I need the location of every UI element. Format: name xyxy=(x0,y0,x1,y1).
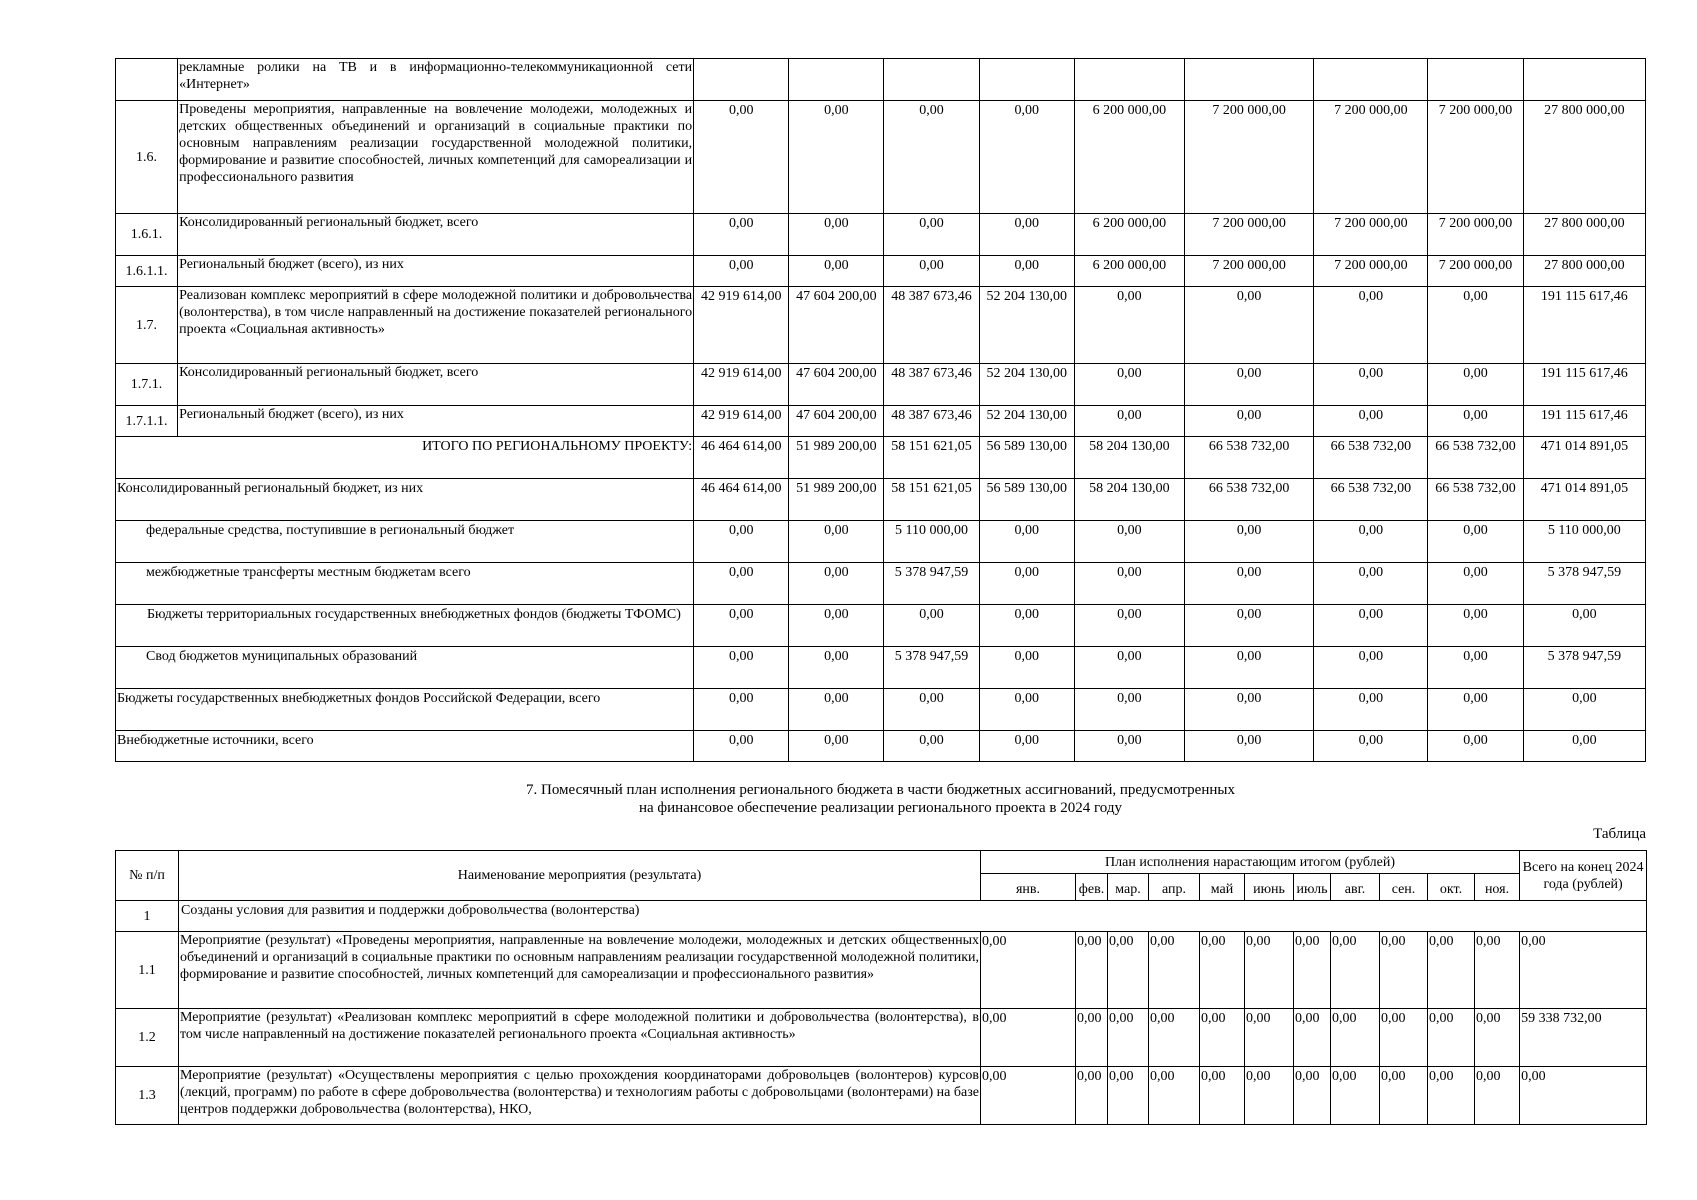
value-cell: 0,00 xyxy=(1475,1009,1520,1067)
row-number: 1.2 xyxy=(116,1009,179,1067)
value-cell: 0,00 xyxy=(979,689,1074,731)
value-cell: 48 387 673,46 xyxy=(884,364,979,406)
table-row xyxy=(116,59,1646,101)
value-cell: 0,00 xyxy=(1428,287,1523,364)
header-total: Всего на конец 2024 года (рублей) xyxy=(1520,851,1647,901)
table-row xyxy=(116,101,1646,214)
section-row xyxy=(116,901,1647,932)
row-number: 1.7.1.1. xyxy=(116,406,178,437)
value-cell: 0,00 xyxy=(1380,1009,1428,1067)
value-cell: 42 919 614,00 xyxy=(694,364,789,406)
value-cell: 66 538 732,00 xyxy=(1185,479,1314,521)
total-value: 58 151 621,05 xyxy=(884,437,979,479)
month-header: май xyxy=(1200,874,1245,901)
value-cell: 0,00 xyxy=(694,689,789,731)
value-cell: 0,00 xyxy=(884,214,979,256)
value-cell: 5 110 000,00 xyxy=(884,521,979,563)
value-cell xyxy=(1314,59,1428,101)
total-cell: 59 338 732,00 xyxy=(1520,1009,1647,1067)
value-cell: 0,00 xyxy=(694,605,789,647)
month-header: июнь xyxy=(1245,874,1294,901)
value-cell: 6 200 000,00 xyxy=(1074,214,1184,256)
total-cell: 0,00 xyxy=(1520,1067,1647,1125)
budget-label: Бюджеты государственных внебюджетных фондов Российской Федерации, всего xyxy=(116,689,694,731)
value-cell: 47 604 200,00 xyxy=(789,364,884,406)
value-cell: 46 464 614,00 xyxy=(694,479,789,521)
value-cell xyxy=(789,59,884,101)
total-value: 471 014 891,05 xyxy=(1523,437,1645,479)
month-header: ноя. xyxy=(1475,874,1520,901)
total-row xyxy=(116,437,1646,479)
value-cell: 42 919 614,00 xyxy=(694,287,789,364)
value-cell: 0,00 xyxy=(1245,932,1294,1009)
value-cell: 0,00 xyxy=(1074,647,1184,689)
month-header: янв. xyxy=(981,874,1076,901)
value-cell: 0,00 xyxy=(789,101,884,214)
value-cell: 0,00 xyxy=(789,731,884,762)
month-header: фев. xyxy=(1076,874,1108,901)
value-cell: 52 204 130,00 xyxy=(979,287,1074,364)
value-cell: 0,00 xyxy=(1314,731,1428,762)
table-row xyxy=(116,364,1646,406)
value-cell: 0,00 xyxy=(979,256,1074,287)
value-cell: 0,00 xyxy=(1074,406,1184,437)
value-cell: 0,00 xyxy=(694,214,789,256)
value-cell: 0,00 xyxy=(1074,364,1184,406)
value-cell: 0,00 xyxy=(694,521,789,563)
value-cell: 0,00 xyxy=(1428,689,1523,731)
row-number: 1.1 xyxy=(116,932,179,1009)
month-header: сен. xyxy=(1380,874,1428,901)
value-cell: 0,00 xyxy=(1314,406,1428,437)
budget-row xyxy=(116,605,1646,647)
table-row xyxy=(116,1067,1647,1125)
value-cell xyxy=(1185,59,1314,101)
value-cell: 0,00 xyxy=(1314,689,1428,731)
value-cell: 56 589 130,00 xyxy=(979,479,1074,521)
value-cell: 6 200 000,00 xyxy=(1074,256,1184,287)
value-cell: 0,00 xyxy=(884,101,979,214)
total-cell: 0,00 xyxy=(1520,932,1647,1009)
budget-label: Свод бюджетов муниципальных образований xyxy=(116,647,694,689)
value-cell: 52 204 130,00 xyxy=(979,364,1074,406)
value-cell: 0,00 xyxy=(1523,605,1645,647)
budget-label: федеральные средства, поступившие в региональный бюджет xyxy=(116,521,694,563)
value-cell: 52 204 130,00 xyxy=(979,406,1074,437)
value-cell: 0,00 xyxy=(1331,1067,1380,1125)
value-cell: 0,00 xyxy=(979,605,1074,647)
budget-row xyxy=(116,521,1646,563)
row-name: Проведены мероприятия, направленные на вовлечение молодежи, молодежных и детских общественных объединений и организаций в социальные практики по основным направлениям реализации государственной молодежной политики, формирование и развитие способностей, личных компетенций для самореализации и профессионального развития xyxy=(178,101,694,214)
value-cell: 27 800 000,00 xyxy=(1523,101,1645,214)
value-cell: 42 919 614,00 xyxy=(694,406,789,437)
value-cell: 5 378 947,59 xyxy=(884,647,979,689)
value-cell: 7 200 000,00 xyxy=(1185,214,1314,256)
value-cell: 0,00 xyxy=(1314,364,1428,406)
value-cell: 0,00 xyxy=(1314,647,1428,689)
value-cell: 6 200 000,00 xyxy=(1074,101,1184,214)
value-cell: 0,00 xyxy=(1074,287,1184,364)
value-cell: 0,00 xyxy=(979,563,1074,605)
value-cell: 47 604 200,00 xyxy=(789,406,884,437)
value-cell: 27 800 000,00 xyxy=(1523,256,1645,287)
monthly-plan-table xyxy=(115,850,1647,1125)
value-cell: 0,00 xyxy=(1185,605,1314,647)
value-cell: 0,00 xyxy=(1428,521,1523,563)
value-cell: 0,00 xyxy=(1108,932,1149,1009)
value-cell: 191 115 617,46 xyxy=(1523,406,1645,437)
total-label: ИТОГО ПО РЕГИОНАЛЬНОМУ ПРОЕКТУ: xyxy=(116,437,694,479)
value-cell: 0,00 xyxy=(979,214,1074,256)
value-cell: 0,00 xyxy=(789,214,884,256)
value-cell: 7 200 000,00 xyxy=(1314,101,1428,214)
value-cell: 0,00 xyxy=(1149,1009,1200,1067)
section-title xyxy=(115,781,1646,817)
row-name: Мероприятие (результат) «Реализован комплекс мероприятий в сфере молодежной политики и добровольчества (волонтерства), в том числе направленный на достижение показателей регионального проекта «Социальная активность» xyxy=(179,1009,981,1067)
row-number: 1.6.1. xyxy=(116,214,178,256)
total-value: 66 538 732,00 xyxy=(1428,437,1523,479)
row-name: Реализован комплекс мероприятий в сфере молодежной политики и добровольчества (волонтерства), в том числе направленный на достижение показателей регионального проекта «Социальная активность» xyxy=(178,287,694,364)
value-cell: 0,00 xyxy=(1185,287,1314,364)
header-name: Наименование мероприятия (результата) xyxy=(179,851,981,901)
value-cell: 0,00 xyxy=(1294,932,1331,1009)
value-cell: 0,00 xyxy=(1149,932,1200,1009)
value-cell: 0,00 xyxy=(1200,932,1245,1009)
total-value: 58 204 130,00 xyxy=(1074,437,1184,479)
row-name: Мероприятие (результат) «Проведены мероприятия, направленные на вовлечение молодежи, молодежных и детских общественных объединений и организаций в социальные практики по основным направлениям реализации государственной молодежной политики, формирование и развитие способностей, личных компетенций для самореализации и профессионального развития» xyxy=(179,932,981,1009)
value-cell: 0,00 xyxy=(789,605,884,647)
value-cell: 5 378 947,59 xyxy=(1523,563,1645,605)
value-cell: 0,00 xyxy=(789,521,884,563)
value-cell: 7 200 000,00 xyxy=(1428,256,1523,287)
value-cell: 0,00 xyxy=(1108,1067,1149,1125)
value-cell: 0,00 xyxy=(1314,605,1428,647)
value-cell: 7 200 000,00 xyxy=(1428,101,1523,214)
budget-row xyxy=(116,731,1646,762)
value-cell xyxy=(1428,59,1523,101)
value-cell: 0,00 xyxy=(1200,1009,1245,1067)
value-cell: 0,00 xyxy=(1076,1067,1108,1125)
value-cell: 0,00 xyxy=(1380,1067,1428,1125)
value-cell: 0,00 xyxy=(1428,406,1523,437)
value-cell: 0,00 xyxy=(1200,1067,1245,1125)
value-cell: 7 200 000,00 xyxy=(1428,214,1523,256)
value-cell: 0,00 xyxy=(1076,1009,1108,1067)
value-cell: 0,00 xyxy=(1314,287,1428,364)
value-cell: 0,00 xyxy=(1108,1009,1149,1067)
value-cell: 0,00 xyxy=(789,563,884,605)
value-cell: 0,00 xyxy=(1380,932,1428,1009)
value-cell: 0,00 xyxy=(1428,932,1475,1009)
row-number: 1.6.1.1. xyxy=(116,256,178,287)
row-name: Региональный бюджет (всего), из них xyxy=(178,406,694,437)
value-cell: 0,00 xyxy=(789,689,884,731)
row-name: Мероприятие (результат) «Осуществлены мероприятия с целью прохождения координаторами добровольцев (волонтеров) курсов (лекций, программ) по работе в сфере добровольчества (волонтерства) и технологиям работы с добровольцами (волонтерами) на базе центров поддержки добровольчества (волонтерства), НКО, xyxy=(179,1067,981,1125)
section-title-line-1: 7. Помесячный план исполнения регионального бюджета в части бюджетных ассигнований, предусмотренных xyxy=(526,782,1235,798)
value-cell: 5 378 947,59 xyxy=(884,563,979,605)
value-cell: 0,00 xyxy=(1074,731,1184,762)
table-row xyxy=(116,406,1646,437)
value-cell: 0,00 xyxy=(1185,689,1314,731)
value-cell: 0,00 xyxy=(1074,605,1184,647)
month-header: мар. xyxy=(1108,874,1149,901)
value-cell: 48 387 673,46 xyxy=(884,287,979,364)
value-cell: 0,00 xyxy=(1428,647,1523,689)
value-cell: 0,00 xyxy=(1245,1009,1294,1067)
value-cell: 0,00 xyxy=(884,256,979,287)
value-cell: 0,00 xyxy=(789,256,884,287)
row-number: 1.3 xyxy=(116,1067,179,1125)
value-cell: 66 538 732,00 xyxy=(1314,479,1428,521)
value-cell: 0,00 xyxy=(1074,563,1184,605)
value-cell: 0,00 xyxy=(1294,1009,1331,1067)
value-cell: 0,00 xyxy=(884,689,979,731)
budget-row xyxy=(116,563,1646,605)
value-cell: 0,00 xyxy=(1185,731,1314,762)
month-header: июль xyxy=(1294,874,1331,901)
value-cell: 58 151 621,05 xyxy=(884,479,979,521)
total-value: 46 464 614,00 xyxy=(694,437,789,479)
value-cell: 0,00 xyxy=(1331,932,1380,1009)
value-cell: 0,00 xyxy=(1428,731,1523,762)
value-cell: 0,00 xyxy=(981,1067,1076,1125)
value-cell: 66 538 732,00 xyxy=(1428,479,1523,521)
value-cell: 0,00 xyxy=(1475,1067,1520,1125)
total-value: 56 589 130,00 xyxy=(979,437,1074,479)
table-row xyxy=(116,214,1646,256)
value-cell: 0,00 xyxy=(1523,731,1645,762)
value-cell xyxy=(694,59,789,101)
total-value: 66 538 732,00 xyxy=(1314,437,1428,479)
value-cell: 5 110 000,00 xyxy=(1523,521,1645,563)
header-plan: План исполнения нарастающим итогом (рублей) xyxy=(981,851,1520,874)
value-cell: 0,00 xyxy=(979,521,1074,563)
header-num: № п/п xyxy=(116,851,179,901)
total-value: 51 989 200,00 xyxy=(789,437,884,479)
value-cell: 0,00 xyxy=(1185,364,1314,406)
row-number: 1.6. xyxy=(116,101,178,214)
value-cell: 48 387 673,46 xyxy=(884,406,979,437)
value-cell: 0,00 xyxy=(1428,1009,1475,1067)
value-cell: 0,00 xyxy=(1314,521,1428,563)
value-cell: 0,00 xyxy=(981,1009,1076,1067)
value-cell: 0,00 xyxy=(1294,1067,1331,1125)
value-cell: 0,00 xyxy=(1523,689,1645,731)
row-number xyxy=(116,59,178,101)
value-cell: 191 115 617,46 xyxy=(1523,364,1645,406)
month-header: авг. xyxy=(1331,874,1380,901)
value-cell: 0,00 xyxy=(1428,1067,1475,1125)
value-cell: 0,00 xyxy=(789,647,884,689)
row-name: Региональный бюджет (всего), из них xyxy=(178,256,694,287)
row-name: Консолидированный региональный бюджет, всего xyxy=(178,364,694,406)
table-row xyxy=(116,287,1646,364)
value-cell: 0,00 xyxy=(979,101,1074,214)
value-cell: 0,00 xyxy=(1074,689,1184,731)
row-name: рекламные ролики на ТВ и в информационно-телекоммуникационной сети «Интернет» xyxy=(178,59,694,101)
value-cell: 0,00 xyxy=(1331,1009,1380,1067)
value-cell: 0,00 xyxy=(694,647,789,689)
value-cell: 0,00 xyxy=(1149,1067,1200,1125)
budget-label: Внебюджетные источники, всего xyxy=(116,731,694,762)
value-cell xyxy=(979,59,1074,101)
value-cell: 0,00 xyxy=(694,731,789,762)
value-cell: 0,00 xyxy=(1185,563,1314,605)
value-cell: 7 200 000,00 xyxy=(1314,214,1428,256)
budget-label: Бюджеты территориальных государственных внебюджетных фондов (бюджеты ТФОМС) xyxy=(116,605,694,647)
row-number: 1 xyxy=(116,901,179,932)
budget-row xyxy=(116,647,1646,689)
value-cell: 0,00 xyxy=(694,101,789,214)
value-cell: 0,00 xyxy=(979,731,1074,762)
value-cell: 7 200 000,00 xyxy=(1185,256,1314,287)
budget-row xyxy=(116,479,1646,521)
value-cell xyxy=(884,59,979,101)
value-cell: 58 204 130,00 xyxy=(1074,479,1184,521)
value-cell: 0,00 xyxy=(979,647,1074,689)
value-cell: 0,00 xyxy=(1428,605,1523,647)
budget-label: межбюджетные трансферты местным бюджетам всего xyxy=(116,563,694,605)
value-cell: 27 800 000,00 xyxy=(1523,214,1645,256)
value-cell: 0,00 xyxy=(694,563,789,605)
value-cell: 0,00 xyxy=(1185,647,1314,689)
month-header: апр. xyxy=(1149,874,1200,901)
value-cell: 0,00 xyxy=(1428,563,1523,605)
regional-project-finance-table xyxy=(115,58,1646,762)
value-cell: 0,00 xyxy=(884,731,979,762)
row-number: 1.7. xyxy=(116,287,178,364)
budget-label: Консолидированный региональный бюджет, из них xyxy=(116,479,694,521)
section-name: Созданы условия для развития и поддержки добровольчества (волонтерства) xyxy=(179,901,1647,932)
table-row xyxy=(116,932,1647,1009)
value-cell: 0,00 xyxy=(1428,364,1523,406)
row-name: Консолидированный региональный бюджет, всего xyxy=(178,214,694,256)
table-caption: Таблица xyxy=(1593,826,1646,842)
value-cell: 0,00 xyxy=(1185,521,1314,563)
value-cell xyxy=(1074,59,1184,101)
value-cell: 0,00 xyxy=(1314,563,1428,605)
value-cell: 0,00 xyxy=(1245,1067,1294,1125)
value-cell: 7 200 000,00 xyxy=(1185,101,1314,214)
table-row xyxy=(116,1009,1647,1067)
table-row xyxy=(116,256,1646,287)
row-number: 1.7.1. xyxy=(116,364,178,406)
value-cell: 0,00 xyxy=(694,256,789,287)
value-cell: 0,00 xyxy=(1074,521,1184,563)
total-value: 66 538 732,00 xyxy=(1185,437,1314,479)
section-title-line-2: на финансовое обеспечение реализации регионального проекта в 2024 году xyxy=(639,800,1122,816)
value-cell: 0,00 xyxy=(1076,932,1108,1009)
budget-row xyxy=(116,689,1646,731)
value-cell: 47 604 200,00 xyxy=(789,287,884,364)
value-cell: 0,00 xyxy=(1185,406,1314,437)
value-cell: 0,00 xyxy=(981,932,1076,1009)
value-cell: 51 989 200,00 xyxy=(789,479,884,521)
value-cell: 471 014 891,05 xyxy=(1523,479,1645,521)
value-cell: 7 200 000,00 xyxy=(1314,256,1428,287)
header-row xyxy=(116,851,1647,874)
value-cell: 0,00 xyxy=(1475,932,1520,1009)
value-cell: 191 115 617,46 xyxy=(1523,287,1645,364)
value-cell xyxy=(1523,59,1645,101)
value-cell: 5 378 947,59 xyxy=(1523,647,1645,689)
month-header: окт. xyxy=(1428,874,1475,901)
value-cell: 0,00 xyxy=(884,605,979,647)
